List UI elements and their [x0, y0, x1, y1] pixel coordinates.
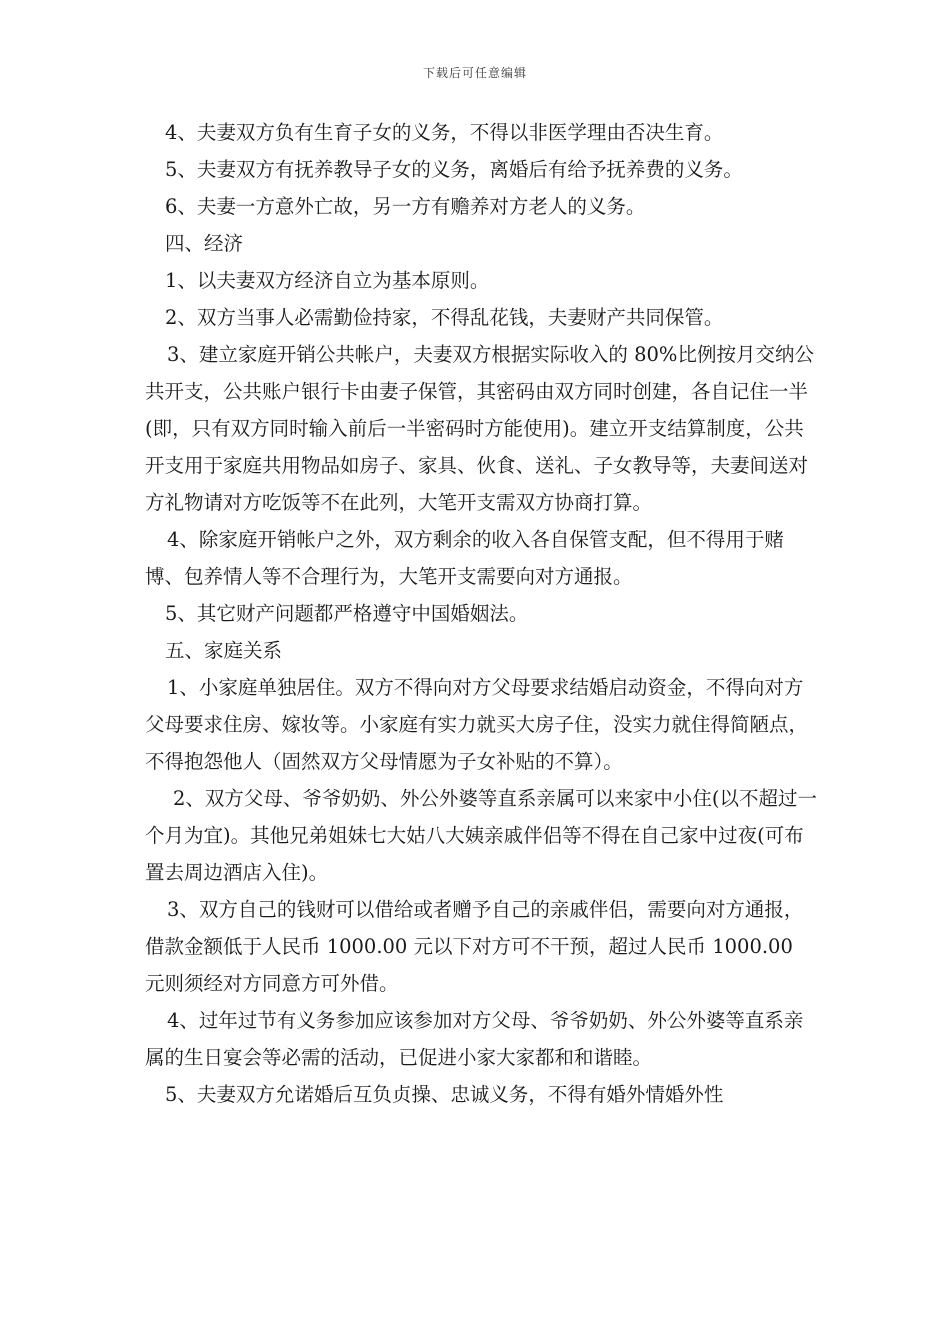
section-heading-economy: 四、经济 — [165, 232, 244, 255]
paragraph-5-child-rearing: 5、夫妻双方有抚养教导子女的义务，离婚后有给予抚养费的义务。 — [165, 158, 743, 181]
paragraph-family-4: 4、过年过节有义务参加应该参加对方父母、爷爷奶奶、外公外婆等直系亲属的生日宴会等必需的活动，已促进小家大家都和和谐睦。 — [145, 1009, 804, 1069]
section-heading-family: 五、家庭关系 — [165, 639, 283, 662]
paragraph-family-1: 1、小家庭单独居住。双方不得向对方父母要求结婚启动资金，不得向对方父母要求住房、嫁妆等。小家庭有实力就买大房子住，没实力就住得简陋点，不得抱怨他人（固然双方父母情愿为子女补贴的不算）。 — [145, 676, 809, 773]
paragraph-economy-4: 4、除家庭开销帐户之外，双方剩余的收入各自保管支配，但不得用于赌博、包养情人等不合理行为，大笔开支需要向对方通报。 — [145, 528, 784, 588]
paragraph-economy-2: 2、双方当事人必需勤俭持家，不得乱花钱，夫妻财产共同保管。 — [165, 306, 724, 329]
paragraph-family-3: 3、双方自己的钱财可以借给或者赠予自己的亲戚伴侣，需要向对方通报，借款金额低于人民币 1000.00 元以下对方可不干预，超过人民币 1000.00 元则须经对方同意方可外借。 — [145, 898, 804, 995]
document-body — [145, 114, 817, 1113]
paragraph-4-reproduction: 4、夫妻双方负有生育子女的义务，不得以非医学理由否决生育。 — [165, 121, 724, 144]
paragraph-family-5: 5、夫妻双方允诺婚后互负贞操、忠诚义务，不得有婚外情婚外性 — [165, 1083, 724, 1106]
paragraph-economy-5: 5、其它财产问题都严格遵守中国婚姻法。 — [165, 602, 529, 625]
paragraph-family-2: 2、双方父母、爷爷奶奶、外公外婆等直系亲属可以来家中小住(以不超过一个月为宜)。其他兄弟姐妹七大姑八大姨亲戚伴侣等不得在自己家中过夜(可布置去周边酒店入住)。 — [145, 787, 818, 884]
page-header-note: 下载后可任意编辑 — [422, 66, 527, 80]
paragraph-economy-3: 3、建立家庭开销公共帐户，夫妻双方根据实际收入的 80%比例按月交纳公共开支，公共账户银行卡由妻子保管，其密码由双方同时创建，各自记住一半(即，只有双方同时输入前后一半密码时方能使用)。建立开支结算制度，公共开支用于家庭共用物品如房子、家具、伙食、送礼、子女教导等，夫妻间送对方礼物请对方吃饭等不在此列，大笔开支需双方协商打算。 — [145, 343, 814, 514]
paragraph-economy-1: 1、以夫妻双方经济自立为基本原则。 — [165, 269, 490, 292]
paragraph-6-elder-support: 6、夫妻一方意外亡故，另一方有赡养对方老人的义务。 — [165, 195, 646, 218]
